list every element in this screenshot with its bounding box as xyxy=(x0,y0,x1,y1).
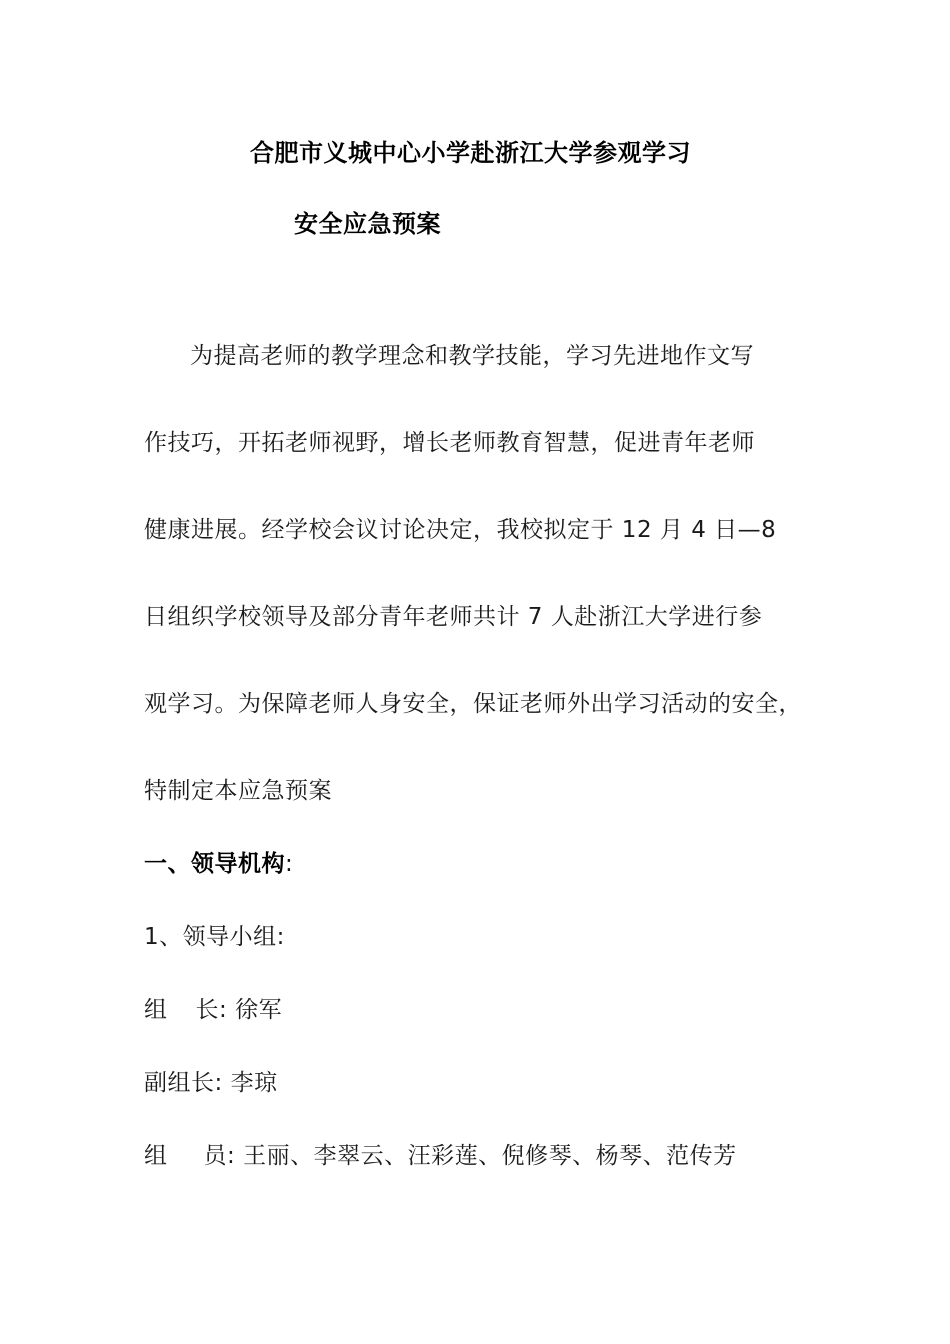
member-role-char2: 员: xyxy=(203,1143,236,1169)
leader-row xyxy=(144,995,282,1025)
document-title-line2: 安全应急预案 xyxy=(294,210,441,238)
deputy-role: 副组长: xyxy=(144,1070,223,1096)
intro-paragraph-line-5: 观学习。为保障老师人身安全，保证老师外出学习活动的安全， xyxy=(144,691,802,717)
intro-paragraph-line-4: 日组织学校领导及部分青年老师共计 7 人赴浙江大学进行参 xyxy=(144,604,763,630)
document-title-line1: 合肥市义城中心小学赴浙江大学参观学习 xyxy=(250,139,691,167)
deputy-name: 李琼 xyxy=(230,1070,278,1096)
section-heading-text: 一、领导机构 xyxy=(144,851,285,877)
intro-paragraph-line-1: 为提高老师的教学理念和教学技能，学习先进地作文写 xyxy=(190,343,754,369)
member-names: 王丽、李翠云、汪彩莲、倪修琴、杨琴、范传芳 xyxy=(243,1143,737,1169)
members-row xyxy=(144,1141,737,1171)
section-heading-leadership xyxy=(144,849,293,879)
leader-role-char2: 长: xyxy=(195,997,228,1023)
leader-role-char1: 组 xyxy=(144,997,168,1023)
deputy-leader-row xyxy=(144,1068,278,1098)
leader-name: 徐军 xyxy=(235,997,283,1023)
section-heading-colon: : xyxy=(285,851,294,877)
intro-paragraph-line-6: 特制定本应急预案 xyxy=(144,778,332,804)
intro-paragraph-line-3: 健康进展。经学校会议讨论决定，我校拟定于 12 月 4 日—8 xyxy=(144,517,777,543)
subsection-leading-group: 1、领导小组: xyxy=(144,924,285,950)
member-role-char1: 组 xyxy=(144,1143,168,1169)
intro-paragraph-line-2: 作技巧，开拓老师视野，增长老师教育智慧，促进青年老师 xyxy=(144,430,755,456)
